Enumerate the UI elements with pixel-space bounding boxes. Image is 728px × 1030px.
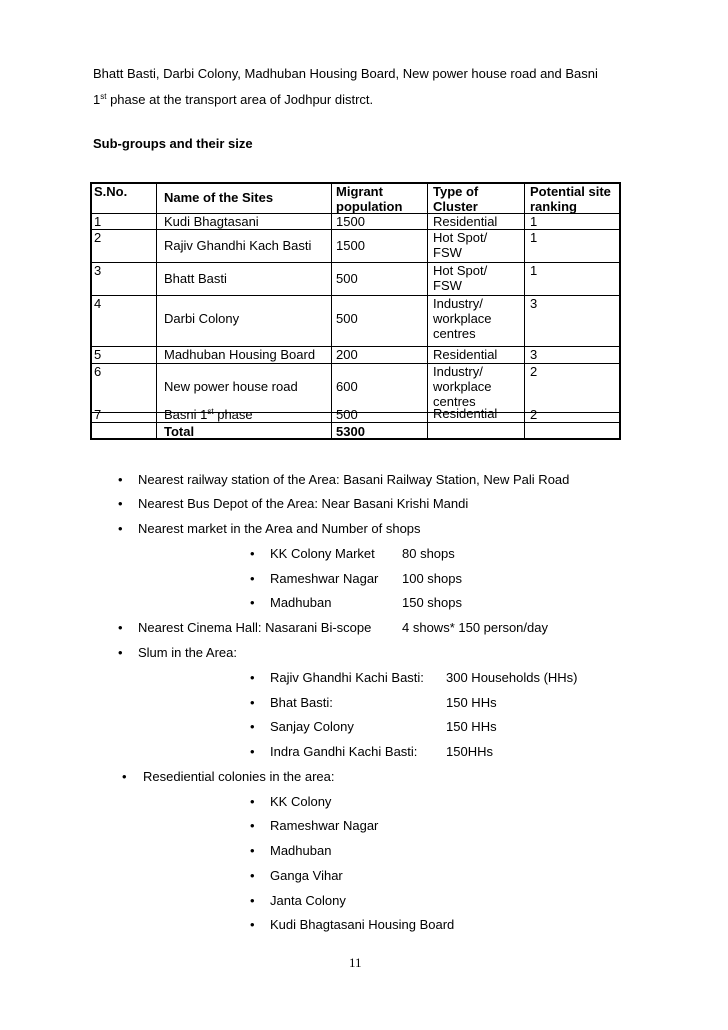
slum-name: Bhat Basti: [270,695,333,710]
header-ranking-2: ranking [530,199,577,214]
slum-name: Sanjay Colony [270,719,354,734]
row-6-type-3: centres [433,394,476,409]
colony-item: KK Colony [270,794,332,809]
row-5-ranking: 3 [530,347,538,362]
row-4-name: Darbi Colony [164,311,240,326]
bullet-icon: • [250,695,255,710]
slum-households: 150HHs [446,744,493,759]
row-2-sno: 2 [94,230,102,245]
row-1-name: Kudi Bhagtasani [164,214,259,229]
bullet-icon: • [250,546,255,561]
header-migrant-2: population [336,199,403,214]
bullet-icon: • [250,843,255,858]
row-3-name: Bhatt Basti [164,271,227,286]
bullet-icon: • [250,744,255,759]
bullet-railway: Nearest railway station of the Area: Basani Railway Station, New Pali Road [138,472,570,487]
row-3-population: 500 [336,271,358,286]
bullet-icon: • [250,917,255,932]
row-4-type: Industry/ [433,296,483,311]
header-ranking: Potential site [530,184,611,199]
colony-item: Janta Colony [270,893,346,908]
row-4-type-2: workplace [433,311,492,326]
bullet-icon: • [250,794,255,809]
total-label: Total [164,424,195,439]
market-name: Rameshwar Nagar [270,571,379,586]
row-4-ranking: 3 [530,296,538,311]
intro-line-1: Bhatt Basti, Darbi Colony, Madhuban Housing Board, New power house road and Basni [93,66,598,81]
bullet-icon: • [250,595,255,610]
row-3-type-2: FSW [433,278,462,293]
row-7-name: Basni 1st phase [164,407,253,422]
colony-item: Kudi Bhagtasani Housing Board [270,917,455,932]
row-2-name: Rajiv Ghandhi Kach Basti [164,238,312,253]
row-6-type: Industry/ [433,364,483,379]
bullet-icon: • [118,645,123,660]
cinema-shows: 4 shows* 150 person/day [402,620,548,635]
colony-item: Ganga Vihar [270,868,343,883]
bullet-icon: • [250,571,255,586]
row-7-type: Residential [433,406,498,421]
bullet-icon: • [250,719,255,734]
header-type-2: Cluster [433,199,478,214]
bullet-icon: • [118,496,123,511]
row-6-ranking: 2 [530,364,538,379]
bullet-cinema: Nearest Cinema Hall: Nasarani Bi-scope [138,620,372,635]
row-6-population: 600 [336,379,358,394]
slum-households: 300 Households (HHs) [446,670,578,685]
section-heading: Sub-groups and their size [93,136,253,151]
row-7-sno: 7 [94,407,102,422]
header-sno: S.No. [94,184,128,199]
slum-households: 150 HHs [446,695,497,710]
row-1-population: 1500 [336,214,365,229]
bullet-icon: • [118,472,123,487]
row-7-population: 500 [336,407,358,422]
bullet-residential: Resediential colonies in the area: [143,769,335,784]
colony-item: Rameshwar Nagar [270,818,379,833]
row-3-ranking: 1 [530,263,538,278]
colony-item: Madhuban [270,843,332,858]
bullet-icon: • [250,670,255,685]
row-6-sno: 6 [94,364,102,379]
row-5-population: 200 [336,347,358,362]
row-4-type-3: centres [433,326,476,341]
market-name: KK Colony Market [270,546,375,561]
header-name: Name of the Sites [164,190,274,205]
row-3-sno: 3 [94,263,102,278]
slum-name: Indra Gandhi Kachi Basti: [270,744,418,759]
row-4-population: 500 [336,311,358,326]
row-6-name: New power house road [164,379,298,394]
row-3-type: Hot Spot/ [433,263,488,278]
row-1-sno: 1 [94,214,102,229]
market-shops: 150 shops [402,595,462,610]
row-2-population: 1500 [336,238,365,253]
bullet-bus: Nearest Bus Depot of the Area: Near Basani Krishi Mandi [138,496,469,511]
bullet-icon: • [250,818,255,833]
row-7-ranking: 2 [530,407,538,422]
market-shops: 100 shops [402,571,462,586]
market-shops: 80 shops [402,546,455,561]
row-2-ranking: 1 [530,230,538,245]
row-1-ranking: 1 [530,214,538,229]
intro-line-2: 1st phase at the transport area of Jodhpur distrct. [93,92,374,107]
bullet-icon: • [118,521,123,536]
bullet-icon: • [122,769,127,784]
page-number: 11 [349,955,362,970]
slum-name: Rajiv Ghandhi Kachi Basti: [270,670,424,685]
row-5-name: Madhuban Housing Board [164,347,316,362]
total-value: 5300 [336,424,365,439]
bullet-icon: • [250,893,255,908]
row-4-sno: 4 [94,296,102,311]
sub-groups-table [90,182,621,440]
row-1-type: Residential [433,214,498,229]
bullet-slum: Slum in the Area: [138,645,237,660]
slum-households: 150 HHs [446,719,497,734]
bullet-market: Nearest market in the Area and Number of shops [138,521,421,536]
market-name: Madhuban [270,595,332,610]
bullet-icon: • [118,620,123,635]
row-5-sno: 5 [94,347,102,362]
bullet-icon: • [250,868,255,883]
header-migrant: Migrant [336,184,383,199]
row-5-type: Residential [433,347,498,362]
row-2-type: Hot Spot/ [433,230,488,245]
row-2-type-2: FSW [433,245,462,260]
header-type: Type of [433,184,479,199]
row-6-type-2: workplace [433,379,492,394]
